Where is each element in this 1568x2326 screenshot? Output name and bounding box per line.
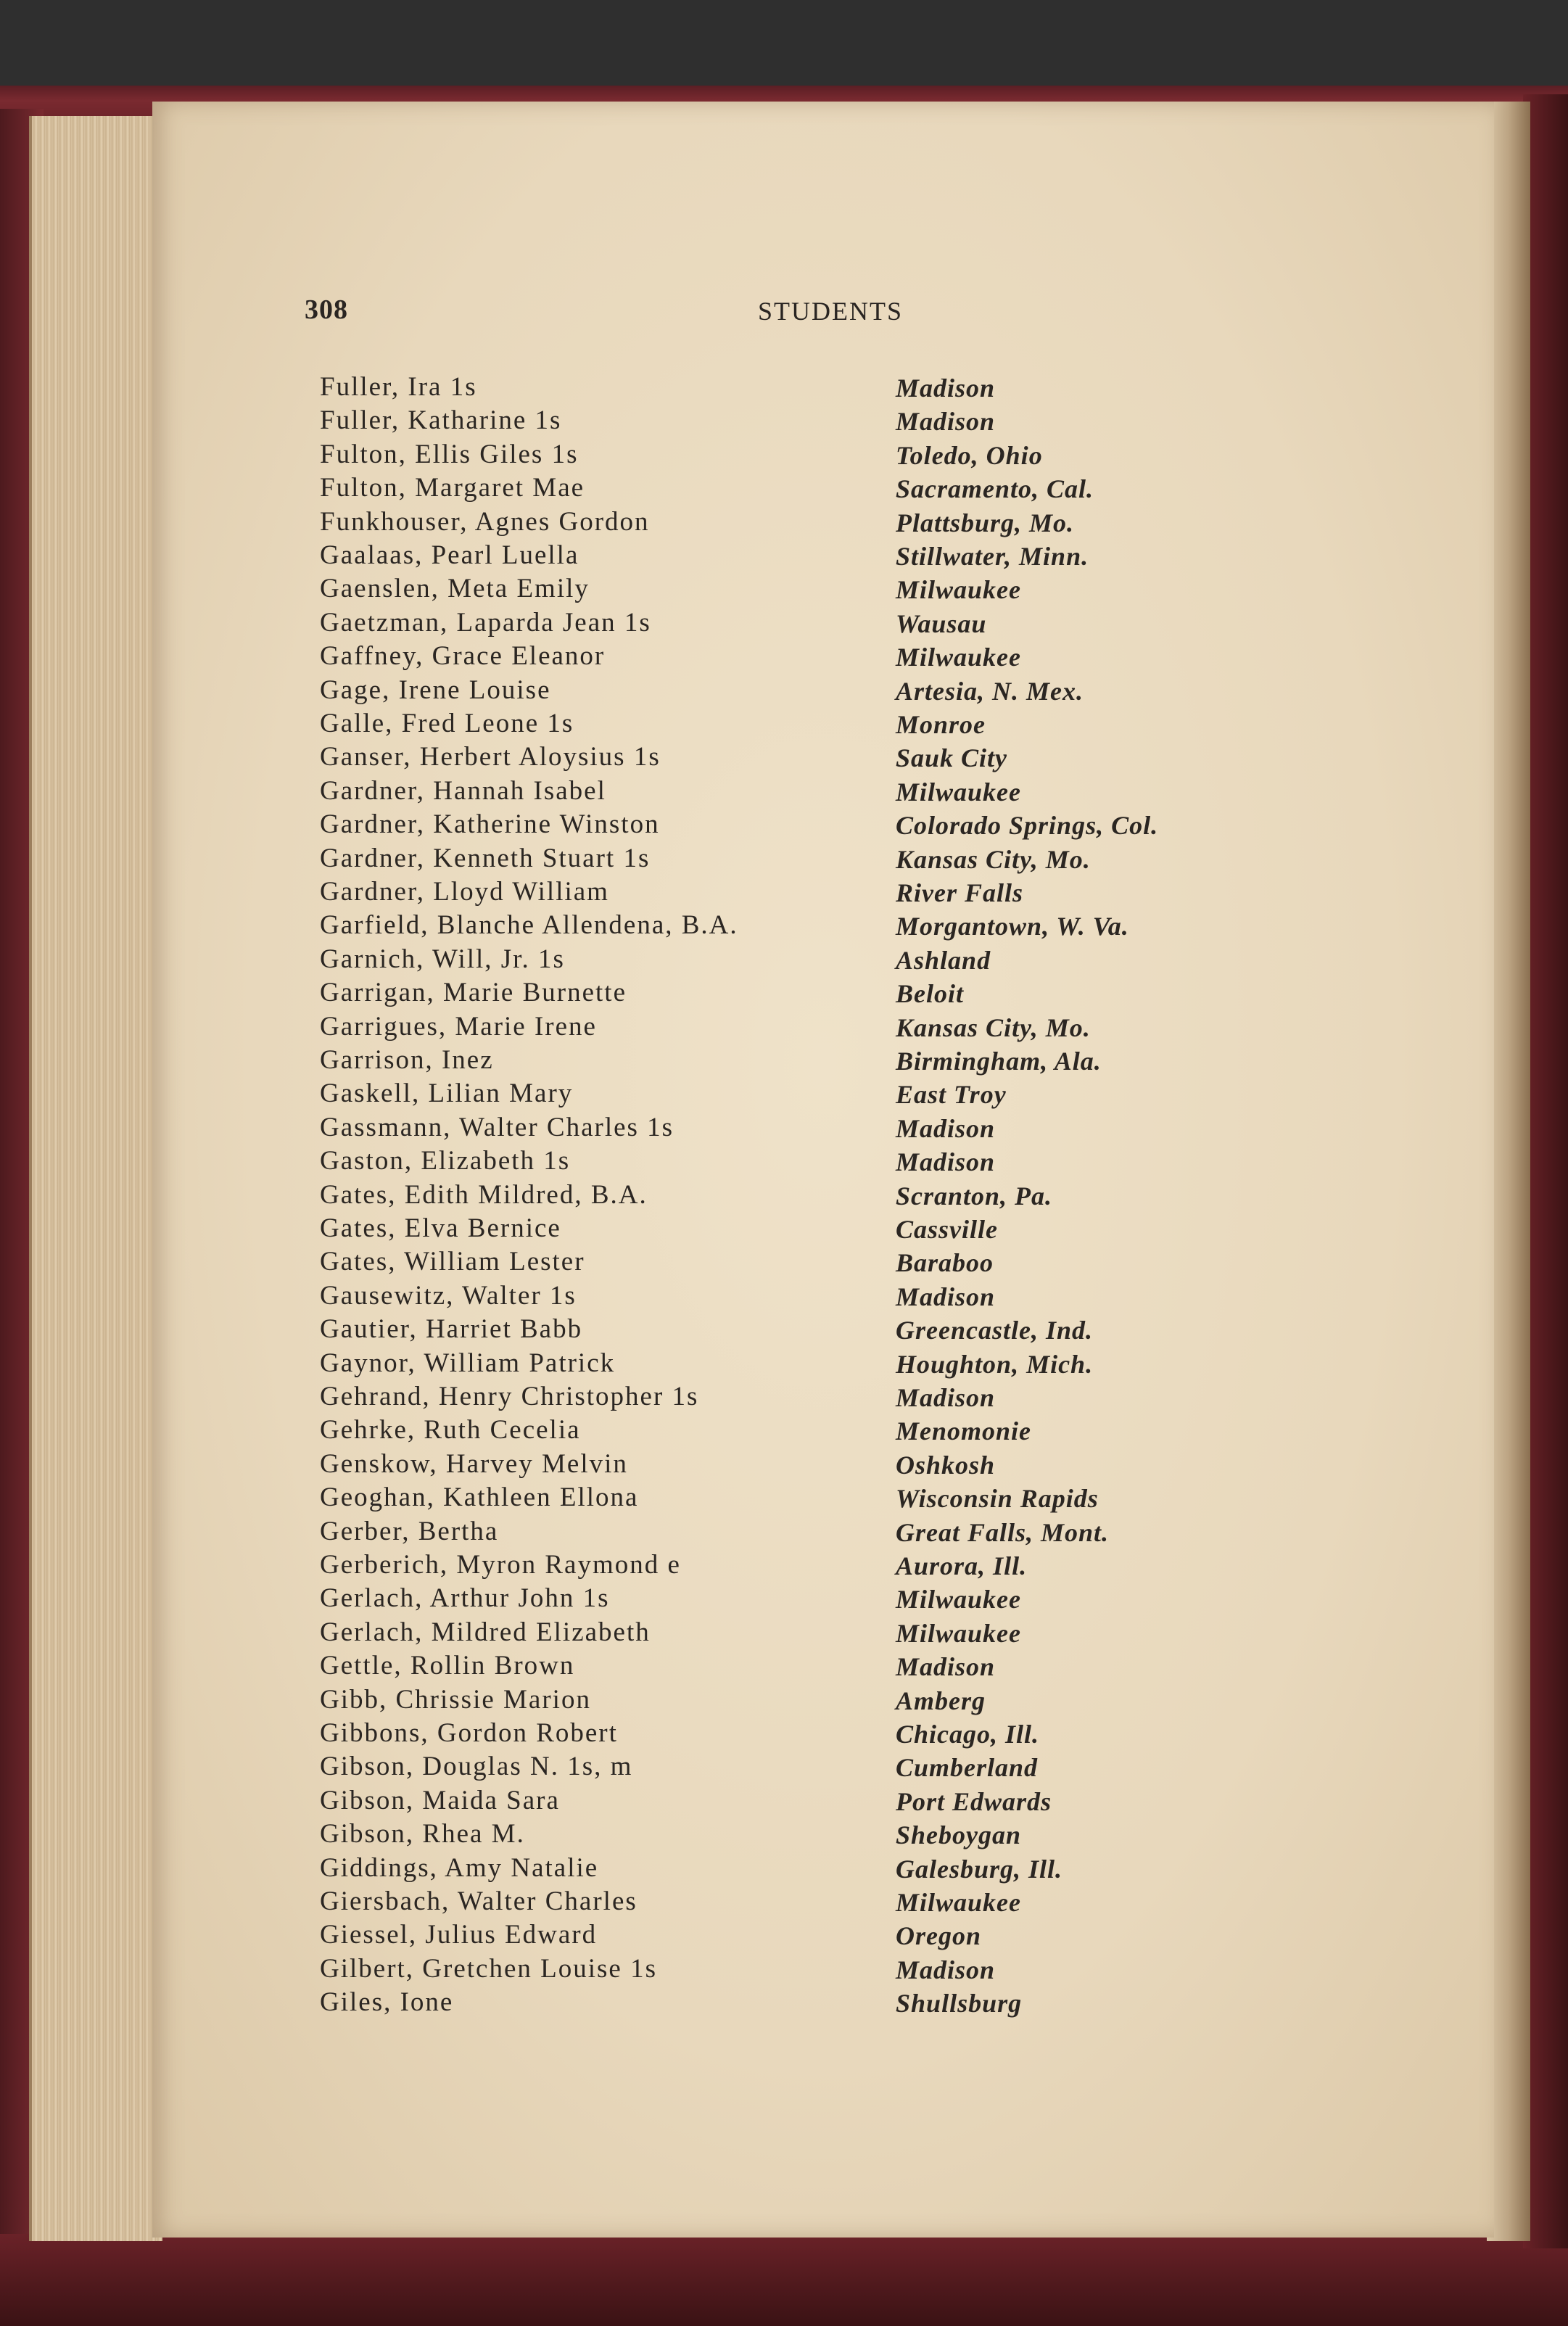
student-hometown: River Falls bbox=[896, 878, 1024, 907]
student-hometown: Plattsburg, Mo. bbox=[896, 508, 1075, 537]
list-item bbox=[0, 1112, 1568, 1145]
running-head: STUDENTS bbox=[758, 297, 904, 326]
list-item bbox=[0, 1414, 1568, 1448]
student-name: Ganser, Herbert Aloysius 1s bbox=[320, 742, 661, 772]
list-item bbox=[0, 1684, 1568, 1717]
student-hometown: Milwaukee bbox=[896, 643, 1022, 672]
list-item bbox=[0, 775, 1568, 809]
student-name: Galle, Fred Leone 1s bbox=[320, 709, 574, 738]
student-hometown: Milwaukee bbox=[896, 1585, 1022, 1614]
student-name: Gassmann, Walter Charles 1s bbox=[320, 1112, 674, 1142]
list-item bbox=[0, 1919, 1568, 1952]
student-hometown: Scranton, Pa. bbox=[896, 1181, 1053, 1211]
student-hometown: Monroe bbox=[896, 710, 986, 739]
student-hometown: Kansas City, Mo. bbox=[896, 1013, 1091, 1042]
student-hometown: Madison bbox=[896, 1383, 996, 1412]
student-name: Gibbons, Gordon Robert bbox=[320, 1718, 618, 1748]
list-item bbox=[0, 977, 1568, 1010]
student-name: Funkhouser, Agnes Gordon bbox=[320, 506, 650, 537]
student-hometown: Madison bbox=[896, 1652, 996, 1682]
student-hometown: Menomonie bbox=[896, 1416, 1032, 1446]
student-name: Geoghan, Kathleen Ellona bbox=[320, 1482, 639, 1513]
list-item bbox=[0, 439, 1568, 472]
list-item bbox=[0, 1313, 1568, 1347]
student-name: Giersbach, Walter Charles bbox=[320, 1886, 637, 1916]
student-hometown: Artesia, N. Mex. bbox=[896, 676, 1084, 706]
list-item bbox=[0, 1516, 1568, 1549]
student-name: Gibb, Chrissie Marion bbox=[320, 1684, 591, 1715]
student-name: Gettle, Rollin Brown bbox=[320, 1651, 575, 1681]
student-name: Fulton, Margaret Mae bbox=[320, 473, 585, 503]
list-item bbox=[0, 1179, 1568, 1213]
student-hometown: Ashland bbox=[896, 945, 991, 975]
student-name: Gautier, Harriet Babb bbox=[320, 1314, 583, 1345]
student-name: Garrigan, Marie Burnette bbox=[320, 978, 627, 1008]
student-name: Gerlach, Arthur John 1s bbox=[320, 1583, 610, 1614]
student-name: Gerber, Bertha bbox=[320, 1516, 499, 1546]
student-hometown: Birmingham, Ala. bbox=[896, 1047, 1102, 1076]
student-hometown: Cumberland bbox=[896, 1753, 1039, 1783]
student-hometown: Wausau bbox=[896, 609, 987, 638]
student-hometown: Sacramento, Cal. bbox=[896, 474, 1094, 504]
list-item bbox=[0, 1953, 1568, 1987]
student-hometown: Galesburg, Ill. bbox=[896, 1854, 1063, 1884]
student-hometown: Chicago, Ill. bbox=[896, 1720, 1040, 1749]
student-hometown: Madison bbox=[896, 1147, 996, 1177]
list-item bbox=[0, 405, 1568, 438]
student-name: Gibson, Douglas N. 1s, m bbox=[320, 1752, 633, 1782]
list-item bbox=[0, 876, 1568, 910]
student-hometown: Port Edwards bbox=[896, 1786, 1052, 1816]
student-hometown: Kansas City, Mo. bbox=[896, 844, 1091, 874]
list-item bbox=[0, 1482, 1568, 1515]
student-name: Garrison, Inez bbox=[320, 1045, 494, 1075]
student-hometown: Milwaukee bbox=[896, 777, 1022, 807]
list-item bbox=[0, 1852, 1568, 1886]
student-name: Fuller, Ira 1s bbox=[320, 372, 477, 402]
student-name: Gates, William Lester bbox=[320, 1247, 585, 1277]
list-item bbox=[0, 1987, 1568, 2020]
student-name: Gaynor, William Patrick bbox=[320, 1348, 616, 1378]
student-name: Gausewitz, Walter 1s bbox=[320, 1280, 577, 1311]
student-hometown: Colorado Springs, Col. bbox=[896, 811, 1159, 841]
student-name: Garfield, Blanche Allendena, B.A. bbox=[320, 910, 738, 941]
list-item bbox=[0, 809, 1568, 842]
page-number: 308 bbox=[305, 294, 348, 325]
list-item bbox=[0, 1280, 1568, 1313]
student-hometown: Shullsburg bbox=[896, 1989, 1023, 2018]
student-hometown: Sauk City bbox=[896, 743, 1008, 773]
background-top bbox=[0, 0, 1568, 87]
list-item bbox=[0, 540, 1568, 573]
list-item bbox=[0, 1751, 1568, 1784]
student-name: Gaalaas, Pearl Luella bbox=[320, 540, 579, 570]
student-name: Gaetzman, Laparda Jean 1s bbox=[320, 607, 651, 638]
list-item bbox=[0, 1650, 1568, 1683]
student-hometown: Great Falls, Mont. bbox=[896, 1517, 1110, 1547]
list-item bbox=[0, 1213, 1568, 1246]
student-name: Gibson, Rhea M. bbox=[320, 1819, 525, 1849]
student-name: Fulton, Ellis Giles 1s bbox=[320, 439, 579, 469]
student-hometown: Milwaukee bbox=[896, 1618, 1022, 1648]
list-item bbox=[0, 1381, 1568, 1414]
list-item bbox=[0, 1583, 1568, 1616]
student-name: Gardner, Kenneth Stuart 1s bbox=[320, 843, 651, 873]
student-name: Gaffney, Grace Eleanor bbox=[320, 641, 606, 672]
student-name: Genskow, Harvey Melvin bbox=[320, 1448, 628, 1479]
student-hometown: Baraboo bbox=[896, 1248, 994, 1278]
student-hometown: Milwaukee bbox=[896, 575, 1022, 605]
student-name: Gerberich, Myron Raymond e bbox=[320, 1550, 681, 1580]
list-item bbox=[0, 675, 1568, 708]
list-item bbox=[0, 371, 1568, 405]
student-hometown: Cassville bbox=[896, 1215, 998, 1244]
list-item bbox=[0, 1145, 1568, 1179]
student-hometown: Madison bbox=[896, 1955, 996, 1984]
student-name: Gaskell, Lilian Mary bbox=[320, 1079, 574, 1109]
student-hometown: Beloit bbox=[896, 979, 964, 1009]
list-item bbox=[0, 843, 1568, 876]
student-hometown: Amberg bbox=[896, 1686, 986, 1715]
list-item bbox=[0, 607, 1568, 640]
student-hometown: Madison bbox=[896, 1113, 996, 1143]
student-name: Gilbert, Gretchen Louise 1s bbox=[320, 1953, 657, 1984]
student-name: Giessel, Julius Edward bbox=[320, 1920, 598, 1950]
student-name: Gehrke, Ruth Cecelia bbox=[320, 1415, 581, 1445]
list-item bbox=[0, 741, 1568, 775]
student-hometown: Madison bbox=[896, 1282, 996, 1311]
student-name: Gardner, Hannah Isabel bbox=[320, 775, 606, 806]
list-item bbox=[0, 1246, 1568, 1279]
book-cover-bottom-edge bbox=[0, 2234, 1568, 2326]
list-item bbox=[0, 640, 1568, 674]
list-item bbox=[0, 1717, 1568, 1751]
student-hometown: Toledo, Ohio bbox=[896, 440, 1043, 470]
student-hometown: Milwaukee bbox=[896, 1888, 1022, 1917]
student-name: Gates, Elva Bernice bbox=[320, 1213, 561, 1243]
student-name: Garnich, Will, Jr. 1s bbox=[320, 944, 565, 974]
student-hometown: Oregon bbox=[896, 1921, 982, 1951]
student-hometown: Houghton, Mich. bbox=[896, 1349, 1094, 1379]
student-name: Gibson, Maida Sara bbox=[320, 1785, 560, 1815]
student-hometown: Stillwater, Minn. bbox=[896, 542, 1089, 571]
list-item bbox=[0, 1818, 1568, 1852]
list-item bbox=[0, 1785, 1568, 1818]
student-name: Gates, Edith Mildred, B.A. bbox=[320, 1179, 648, 1210]
list-item bbox=[0, 1348, 1568, 1381]
student-hometown: Greencastle, Ind. bbox=[896, 1316, 1093, 1345]
list-item bbox=[0, 1078, 1568, 1111]
student-name: Gardner, Katherine Winston bbox=[320, 809, 660, 840]
student-hometown: Morgantown, W. Va. bbox=[896, 912, 1129, 941]
student-hometown: Aurora, Ill. bbox=[896, 1551, 1028, 1580]
list-item bbox=[0, 1886, 1568, 1919]
student-name: Giles, Ione bbox=[320, 1987, 454, 2018]
list-item bbox=[0, 1448, 1568, 1482]
student-name: Gaenslen, Meta Emily bbox=[320, 574, 590, 604]
list-item bbox=[0, 1011, 1568, 1044]
student-hometown: Madison bbox=[896, 407, 996, 437]
student-name: Giddings, Amy Natalie bbox=[320, 1852, 599, 1883]
student-name: Fuller, Katharine 1s bbox=[320, 405, 562, 436]
student-name: Gehrand, Henry Christopher 1s bbox=[320, 1382, 699, 1411]
student-hometown: Sheboygan bbox=[896, 1820, 1022, 1850]
student-name: Gardner, Lloyd William bbox=[320, 877, 609, 907]
list-item bbox=[0, 573, 1568, 606]
student-name: Gerlach, Mildred Elizabeth bbox=[320, 1617, 651, 1647]
student-hometown: East Troy bbox=[896, 1080, 1007, 1110]
list-item bbox=[0, 944, 1568, 977]
list-item bbox=[0, 1617, 1568, 1650]
list-item bbox=[0, 1044, 1568, 1078]
list-item bbox=[0, 472, 1568, 506]
list-item bbox=[0, 708, 1568, 741]
student-name: Gaston, Elizabeth 1s bbox=[320, 1146, 571, 1176]
student-hometown: Oshkosh bbox=[896, 1450, 996, 1480]
student-hometown: Wisconsin Rapids bbox=[896, 1484, 1099, 1514]
student-name: Gage, Irene Louise bbox=[320, 675, 551, 705]
list-item bbox=[0, 910, 1568, 943]
list-item bbox=[0, 1549, 1568, 1583]
student-name: Garrigues, Marie Irene bbox=[320, 1011, 597, 1042]
student-hometown: Madison bbox=[896, 374, 996, 403]
list-item bbox=[0, 506, 1568, 540]
